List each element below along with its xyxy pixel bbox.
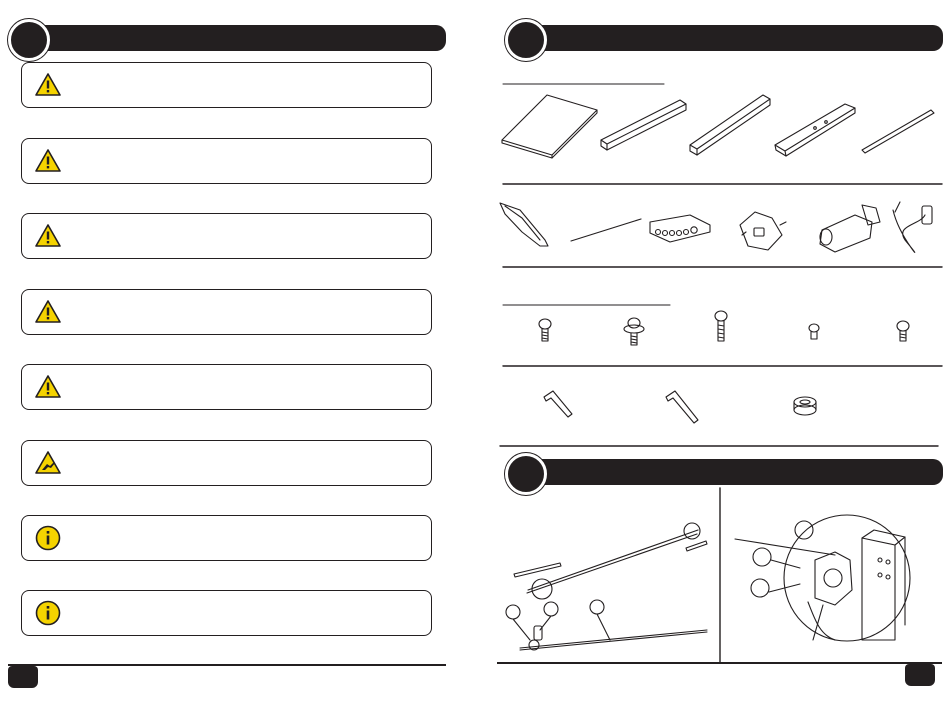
- right-footer-rule: [497, 662, 942, 664]
- right-page-number-tab: [905, 664, 935, 686]
- callout-circle: [795, 521, 813, 539]
- callout-circle: [753, 548, 771, 566]
- callout-circle: [506, 605, 520, 619]
- callout-circle: [544, 602, 558, 616]
- callout-circle: [684, 523, 700, 539]
- callout-circle: [590, 600, 604, 614]
- callout-circle: [751, 579, 769, 597]
- callout-circle: [532, 579, 552, 599]
